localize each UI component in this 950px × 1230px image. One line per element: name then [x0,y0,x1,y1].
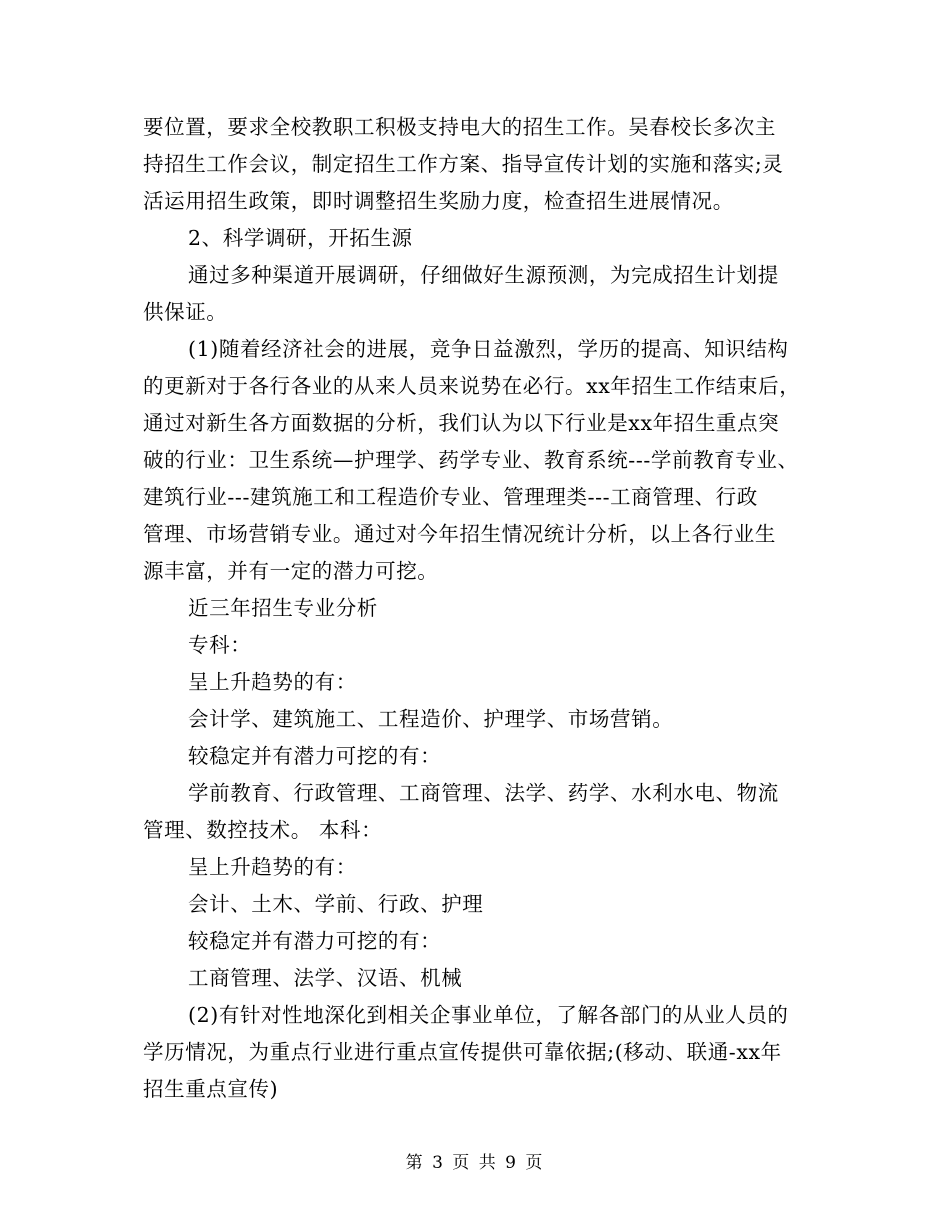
text-line: 管理、数控技术。 本科： [143,818,383,842]
text-line: 较稳定并有潜力可挖的有： [188,929,442,953]
text-line: 专科： [188,633,252,657]
text-line: 要位置，要求全校教职工积极支持电大的招生工作。吴春校长多次主 [143,115,776,139]
text-line: 活运用招生政策，即时调整招生奖励力度，检查招生进展情况。 [143,189,734,213]
text-line: 源丰富，并有一定的潜力可挖。 [143,559,439,583]
text-line: 管理、市场营销专业。通过对今年招生情况统计分析，以上各行业生 [143,522,776,546]
text-line: 破的行业：卫生系统—护理学、药学专业、教育系统---学前教育专业、 [143,448,799,472]
text-line: 学历情况，为重点行业进行重点宣传提供可靠依据;(移动、联通-xx年 [143,1040,782,1064]
text-line: 会计、土木、学前、行政、护理 [188,892,484,916]
text-line: 持招生工作会议，制定招生工作方案、指导宣传计划的实施和落实;灵 [143,152,784,176]
text-line: 供保证。 [143,300,228,324]
text-line: 通过对新生各方面数据的分析，我们认为以下行业是xx年招生重点突 [143,411,780,435]
text-line: 呈上升趋势的有： [188,855,357,879]
text-line: 2、科学调研，开拓生源 [188,226,413,250]
document-body [143,109,823,1108]
text-line: 建筑行业---建筑施工和工程造价专业、管理理类---工商管理、行政 [143,485,758,509]
text-line: 会计学、建筑施工、工程造价、护理学、市场营销。 [188,707,674,731]
text-line: 的更新对于各行各业的从来人员来说势在必行。xx年招生工作结束后， [143,374,801,398]
text-line: 招生重点宣传) [143,1077,279,1101]
text-line: 学前教育、行政管理、工商管理、法学、药学、水利水电、物流 [188,781,779,805]
text-line: 呈上升趋势的有： [188,670,357,694]
text-line: 近三年招生专业分析 [188,596,378,620]
text-line: (1)随着经济社会的进展，竞争日益激烈，学历的提高、知识结构 [188,337,789,361]
text-line: 通过多种渠道开展调研，仔细做好生源预测，为完成招生计划提 [188,263,779,287]
page-footer: 第 3 页 共 9 页 [405,1153,545,1173]
text-line: (2)有针对性地深化到相关企事业单位，了解各部门的从业人员的 [188,1003,789,1027]
text-line: 较稳定并有潜力可挖的有： [188,744,442,768]
text-line: 工商管理、法学、汉语、机械 [188,966,463,990]
